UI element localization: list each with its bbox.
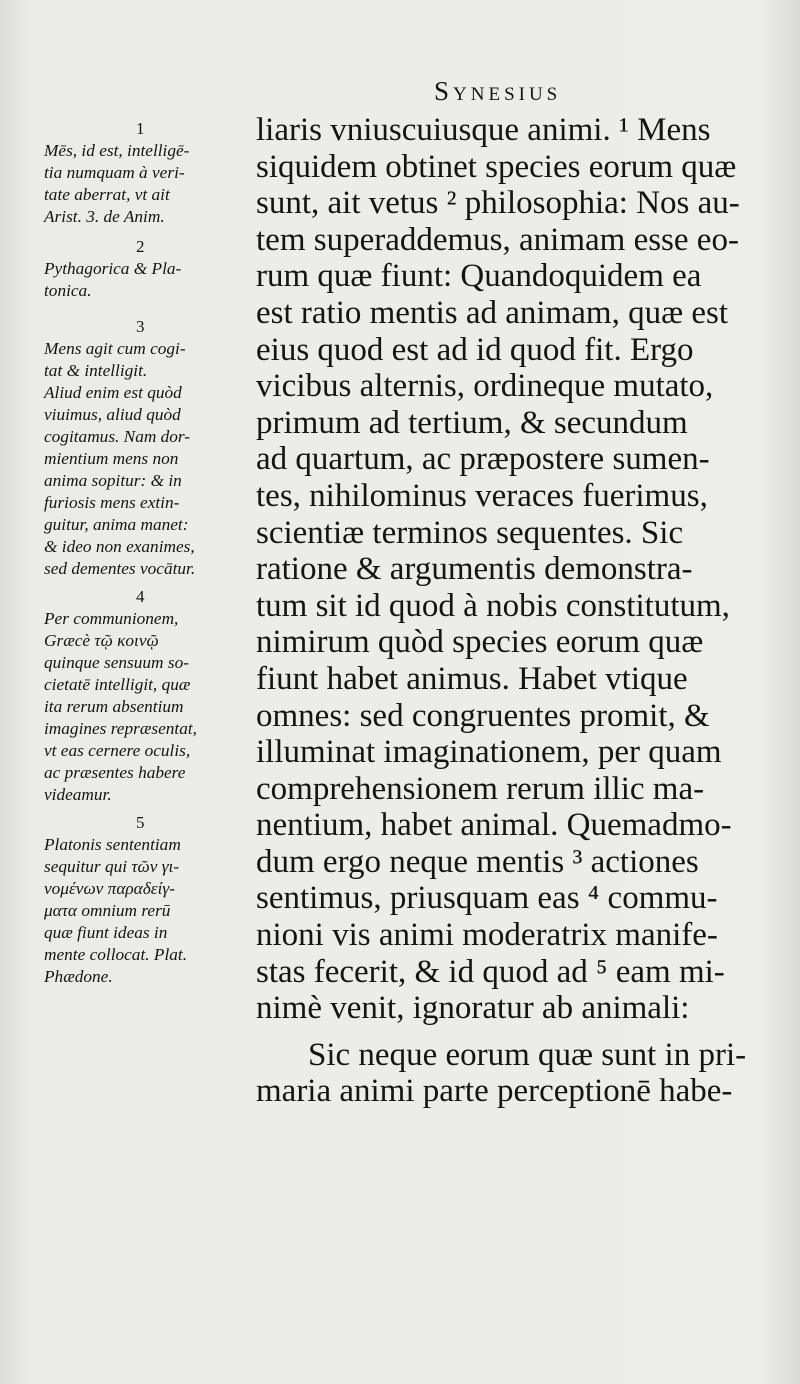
marginal-note-1 xyxy=(44,118,266,228)
note-line: quinque sensuum so- xyxy=(44,653,189,672)
note-line: νομένων παραδείγ- xyxy=(44,879,175,898)
main-text-column xyxy=(256,112,771,1110)
note-line: Græcè τῷ κοινῷ xyxy=(44,631,159,650)
note-line: Platonis sententiam xyxy=(44,835,181,854)
note-line: furiosis mens extin- xyxy=(44,493,180,512)
text-line: sunt, ait vetus ² philosophia: Nos au- xyxy=(256,185,740,222)
note-line: viuimus, aliud quòd xyxy=(44,405,181,424)
note-line: Mens agit cum cogi- xyxy=(44,339,186,358)
text-line: Sic neque eorum quæ sunt in pri- xyxy=(308,1036,747,1073)
note-line: guitur, anima manet: xyxy=(44,515,189,534)
note-line: imagines repræsentat, xyxy=(44,719,197,738)
marginal-note-4 xyxy=(44,586,266,806)
text-line: dum ergo neque mentis ³ actiones xyxy=(256,843,699,880)
text-line: tum sit id quod à nobis constitutum, xyxy=(256,587,730,624)
note-line: mente collocat. Plat. xyxy=(44,945,188,964)
note-line: ac præsentes habere xyxy=(44,763,186,782)
note-line: sequitur qui τῶν γι- xyxy=(44,857,180,876)
note-line: tat & intelligit. xyxy=(44,361,148,380)
text-line: omnes: sed congruentes promit, & xyxy=(256,697,710,734)
note-number: 4 xyxy=(136,587,145,606)
text-line: nentium, habet animal. Quemadmo- xyxy=(256,807,732,844)
text-line: tem superaddemus, animam esse eo- xyxy=(256,221,739,258)
note-line: Aliud enim est quòd xyxy=(44,383,182,402)
marginal-notes xyxy=(44,118,266,992)
text-line: vicibus alternis, ordineque mutato, xyxy=(256,368,714,405)
note-line: tia numquam à veri- xyxy=(44,163,185,182)
note-line: cogitamus. Nam dor- xyxy=(44,427,191,446)
note-line: sed dementes vocātur. xyxy=(44,559,196,578)
text-line: illuminat imaginationem, per quam xyxy=(256,734,722,771)
note-line: videamur. xyxy=(44,785,112,804)
note-line: Per communionem, xyxy=(44,609,179,628)
note-line: tonica. xyxy=(44,281,92,300)
text-line: tes, nihilominus veraces fuerimus, xyxy=(256,477,708,514)
note-line: Phædone. xyxy=(44,967,113,986)
note-line: Arist. 3. de Anim. xyxy=(44,207,165,226)
marginal-note-3 xyxy=(44,316,266,580)
text-line: sentimus, priusquam eas ⁴ commu- xyxy=(256,880,718,917)
text-line: stas fecerit, & id quod ad ⁵ eam mi- xyxy=(256,953,725,990)
note-line: quæ fiunt ideas in xyxy=(44,923,168,942)
note-line: vt eas cernere oculis, xyxy=(44,741,191,760)
text-line: nimirum quòd species eorum quæ xyxy=(256,624,704,661)
running-head: Synesius xyxy=(434,76,562,106)
note-number: 1 xyxy=(136,119,145,138)
text-line: rum quæ fiunt: Quandoquidem ea xyxy=(256,258,702,295)
marginal-note-5 xyxy=(44,812,266,988)
text-line: primum ad tertium, & secundum xyxy=(256,404,688,441)
text-line: maria animi parte perceptionē habe- xyxy=(256,1073,733,1110)
note-line: ita rerum absentium xyxy=(44,697,184,716)
text-line: comprehensionem rerum illic ma- xyxy=(256,770,705,807)
text-line: ad quartum, ac præpostere sumen- xyxy=(256,441,710,478)
text-line: liaris vniuscuiusque animi. ¹ Mens xyxy=(256,112,711,148)
note-line: Pythagorica & Pla- xyxy=(44,259,182,278)
text-line: nimè venit, ignoratur ab animali: xyxy=(256,990,690,1027)
marginal-note-2 xyxy=(44,236,266,302)
text-line: scientiæ terminos sequentes. Sic xyxy=(256,514,684,551)
note-number: 3 xyxy=(136,317,145,336)
text-line: ratione & argumentis demonstra- xyxy=(256,551,693,588)
paragraph-gap xyxy=(256,1027,771,1037)
note-line: ματα omnium rerū xyxy=(44,901,171,920)
text-line: siquidem obtinet species eorum quæ xyxy=(256,148,737,185)
text-line: nioni vis animi moderatrix manife- xyxy=(256,917,718,954)
text-line: eius quod est ad id quod fit. Ergo xyxy=(256,331,694,368)
note-line: Mēs, id est, intelligē- xyxy=(44,141,190,160)
note-line: anima sopitur: & in xyxy=(44,471,182,490)
text-line: est ratio mentis ad animam, quæ est xyxy=(256,294,728,331)
text-line: fiunt habet animus. Habet vtique xyxy=(256,660,688,697)
note-number: 2 xyxy=(136,237,145,256)
note-line: mientium mens non xyxy=(44,449,179,468)
note-number: 5 xyxy=(136,813,145,832)
note-line: cietatē intelligit, quæ xyxy=(44,675,191,694)
note-line: tate aberrat, vt ait xyxy=(44,185,170,204)
note-line: & ideo non exanimes, xyxy=(44,537,195,556)
